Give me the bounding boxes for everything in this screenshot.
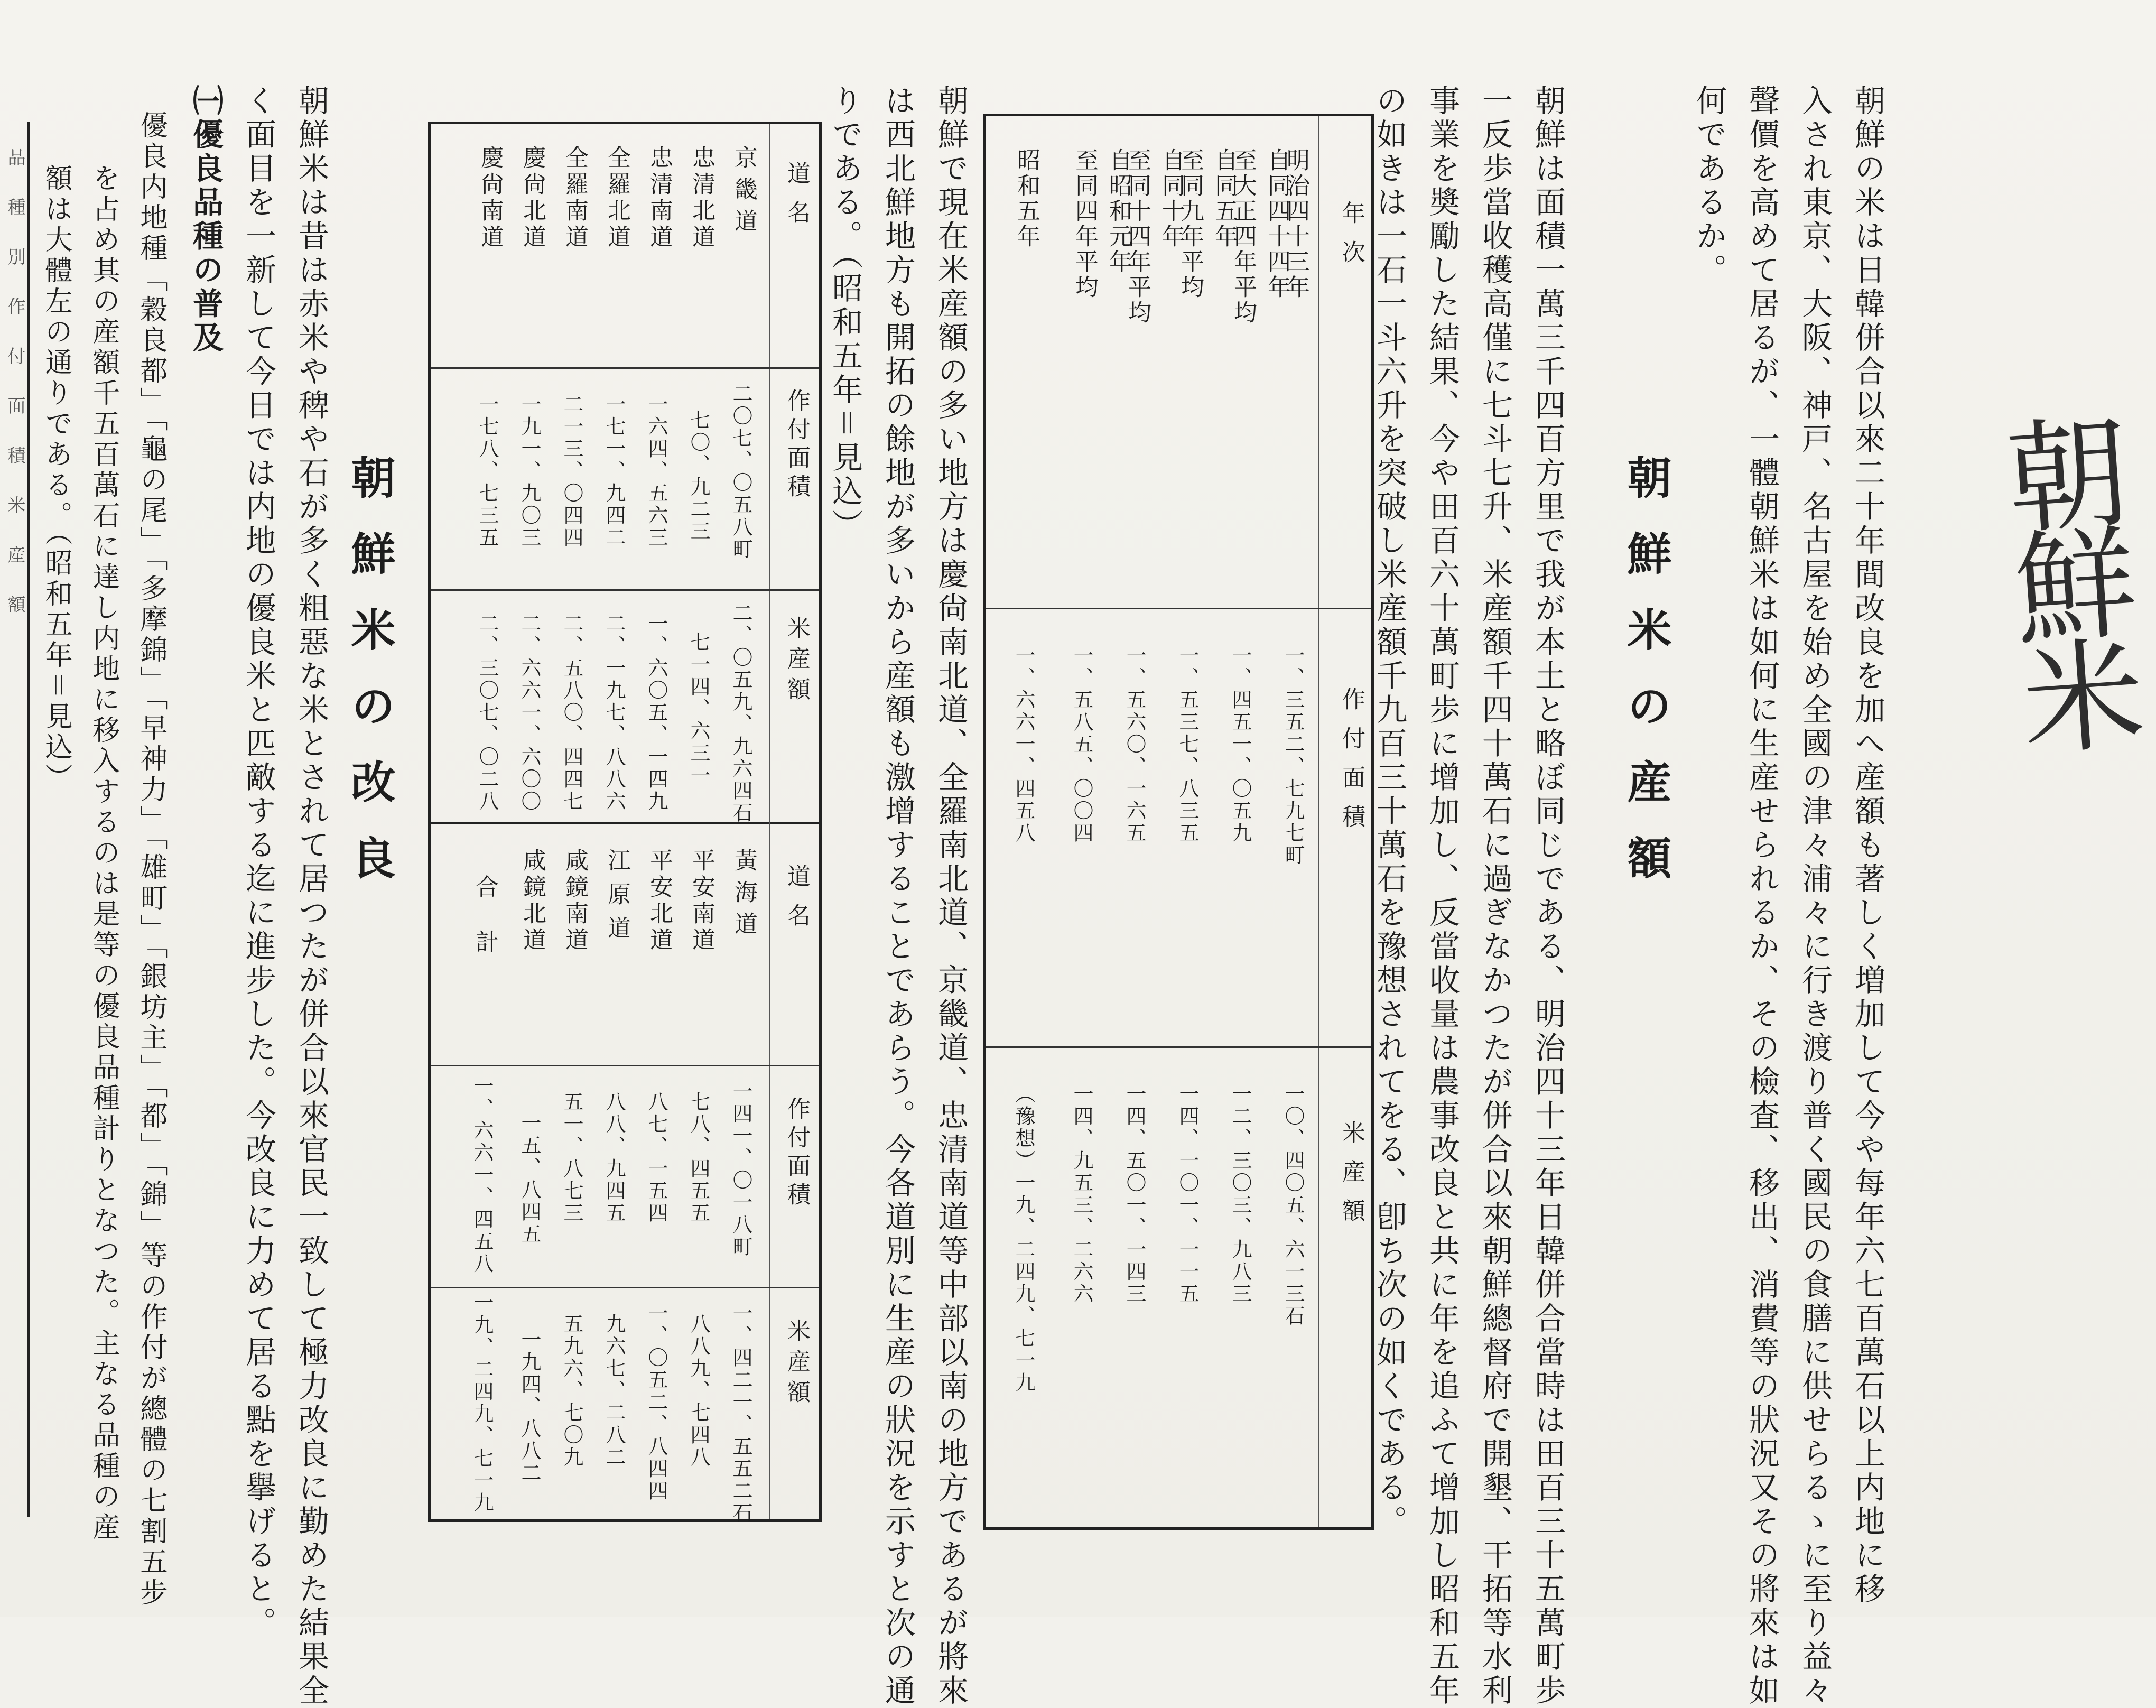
province-area: 二〇七、〇五八町 [729, 383, 752, 561]
province-name: 黃海道 [730, 848, 757, 943]
table1-row6-year: 昭和五年 [1013, 148, 1040, 249]
table2-bottom-rice-divider [431, 1287, 819, 1288]
section1b-line-3: りである。（昭和五年＝見込） [827, 85, 863, 543]
section1-line-4: の如きは一石一斗六升を突破し米産額千九百三十萬石を豫想されてをる、卽ち次の如くである。 [1371, 85, 1407, 1539]
table1-row1-year: 明治四十三年 [1283, 148, 1309, 300]
province-rice: 二、一九七、八八六 [602, 613, 626, 813]
intro-line-4: 何であるか。 [1691, 85, 1727, 287]
section-heading-rice-improvement: 朝鮮米の改良 [344, 454, 396, 911]
table2-header-area-top: 作付面積 [783, 388, 810, 503]
province-area: 八七、一五四 [645, 1091, 668, 1224]
province-area: 八八、九四五 [602, 1091, 626, 1224]
table1-header-rice: 米産額 [1338, 1120, 1365, 1238]
province-production-table [428, 122, 822, 1525]
table1-row1-area: 一、三五二、七九七町 [1281, 645, 1305, 867]
province-rice: 二、〇五九、九六四石 [729, 602, 752, 824]
province-total-label: 合計 [471, 875, 498, 985]
table2-header-rice-top: 米産額 [783, 616, 810, 708]
province-name: 忠清南道 [646, 145, 673, 251]
table1-row3-rice: 一四、一〇一、一一五 [1176, 1083, 1199, 1305]
table1-row5-area: 一、五八五、〇〇四 [1070, 645, 1093, 844]
section1-line-1: 朝鮮は面積一萬三千四百方里で我が本土と略ぼ同じである、明治四十三年日韓併合當時は田百三十五萬町歩 [1530, 85, 1566, 1708]
province-area: 一五、八四五 [518, 1112, 541, 1246]
province-area: 七〇、九二三 [687, 410, 710, 543]
province-name: 慶尙南道 [477, 145, 504, 251]
cutoff-table-header-text: 品種別作付面積米産額 [4, 148, 25, 645]
province-name: 全羅北道 [603, 145, 630, 251]
table1-row4-area: 一、五六〇、一六五 [1123, 645, 1146, 844]
province-rice: 九六七、二八二 [602, 1313, 626, 1469]
province-area: 一四一、〇一八町 [729, 1081, 752, 1258]
section1-line-2: 一反歩當收穫高僅に七斗七升、米産額千四十萬石に過ぎなかつたが併合以來朝鮮總督府で開墾、干拓等水利 [1477, 85, 1513, 1708]
table2-bottom-area-divider [431, 1065, 819, 1066]
province-area: 五一、八七三 [560, 1091, 583, 1224]
province-name: 全羅南道 [561, 145, 588, 251]
province-area: 一六四、五六三 [645, 394, 668, 549]
table1-row4-year: 自同十年 至同十四年平均 [1124, 148, 1185, 326]
section1b-line-1: 朝鮮で現在米産額の多い地方は慶尙南北道、全羅南北道、京畿道、忠清南道等中部以南の地方であるが將來 [933, 85, 969, 1708]
province-rice: 五九六、七〇九 [560, 1313, 583, 1469]
table2-top-area-divider [431, 367, 819, 369]
table1-row5-rice: 一四、九五三、二六六 [1070, 1083, 1093, 1305]
province-rice: 一九四、八八二 [518, 1329, 541, 1484]
table1-row3-year: 自同五年 至同九年平均 [1177, 148, 1238, 300]
sub1-line-2: を占め其の産額千五百萬石に達し内地に移入するのは是等の優良品種計りとなつた。主なる品種の産 [88, 164, 119, 1543]
table1-row-divider-1 [986, 608, 1371, 609]
province-name: 平安南道 [688, 848, 715, 954]
table2-header-divider [769, 124, 770, 1519]
table2-header-rice-bottom: 米産額 [783, 1319, 810, 1410]
sub1-line-1: 優良内地種「穀良都」「龜の尾」「多摩錦」「早神力」「雄町」「銀坊主」「都」「錦」等の作付が總體の七割五步 [135, 111, 167, 1609]
section2-line-1: 朝鮮米は昔は赤米や稗や石が多く粗惡な米とされて居つたが併合以來官民一致して極力改良に勤めた結果全 [293, 85, 329, 1708]
province-total-area: 一、六六一、四五八 [470, 1075, 494, 1275]
province-rice: 一、四二一、五五二石 [729, 1303, 752, 1525]
table1-row4-rice: 一四、五〇一、一四三 [1123, 1083, 1146, 1305]
province-name: 京畿道 [730, 145, 757, 240]
section-heading-rice-production: 朝鮮米の産額 [1620, 454, 1672, 911]
province-rice: 二、六六一、六〇〇 [518, 613, 541, 813]
subsection-heading-varieties: ㈠優良品種の普及 [188, 85, 224, 355]
province-area: 二一三、〇四四 [560, 394, 583, 549]
table1-row2-year: 自同四十四年 至大正四年平均 [1230, 148, 1290, 326]
province-area: 七八、四五五 [687, 1091, 710, 1224]
table1-row3-area: 一、五三七、八三五 [1176, 645, 1199, 844]
province-name: 忠清北道 [688, 145, 715, 251]
province-name: 慶尙北道 [519, 145, 546, 251]
intro-line-3: 聲價を高めて居るが、一體朝鮮米は如何に生産せられるか、その檢査、移出、消費等の狀況又その將來は如 [1744, 85, 1780, 1708]
table2-header-name-top: 道名 [783, 161, 810, 239]
table1-row2-rice: 一二、三〇三、九八三 [1229, 1083, 1252, 1305]
table1-row5-year: 自昭和元年 至同四年平均 [1071, 148, 1132, 300]
calligraphy-title: 朝鮮米 [1982, 407, 2146, 750]
province-name: 咸鏡南道 [561, 848, 588, 954]
section1-line-3: 事業を奬勵した結果、今や田百六十萬町歩に增加し、反當收量は農事改良と共に年を追ふて增加し昭和五年 [1424, 85, 1460, 1708]
table1-header-year: 年次 [1338, 201, 1365, 279]
table1-row-divider-2 [986, 1046, 1371, 1048]
table1-row6-rice: （豫想）一九、二四九、七一九 [1012, 1083, 1035, 1394]
table2-header-name-bottom: 道名 [783, 864, 810, 942]
intro-line-2: 入され東京、大阪、神戸、名古屋を始め全國の津々浦々に行き渡り普く國民の食膳に供せらるゝに至り益々 [1797, 85, 1833, 1708]
province-rice: 二、五八〇、四四七 [560, 613, 583, 813]
table1-row2-area: 一、四五一、〇五九 [1229, 645, 1252, 844]
province-rice: 一、六〇五、一四九 [645, 613, 668, 813]
intro-line-1: 朝鮮の米は日韓併合以來二十年間改良を加へ産額も著しく増加して今や每年六七百萬石以上内地に移 [1850, 85, 1885, 1607]
province-name: 平安北道 [646, 848, 673, 954]
province-area: 一九一、九〇三 [518, 394, 541, 549]
province-rice: 八八九、七四八 [687, 1313, 710, 1469]
table1-row6-area: 一、六六一、四五八 [1012, 645, 1035, 844]
province-name: 咸鏡北道 [519, 848, 546, 954]
yearly-production-table [983, 114, 1374, 1530]
province-name: 江原道 [603, 848, 630, 950]
sub1-line-3: 額は大體左の通りである。（昭和五年＝見込） [40, 164, 72, 794]
table1-header-area: 作付面積 [1338, 687, 1365, 843]
table2-header-area-bottom: 作付面積 [783, 1097, 810, 1211]
table2-half-divider [431, 822, 819, 824]
province-total-rice: 一九、二四九、七一九 [470, 1292, 494, 1514]
table1-header-divider [1318, 116, 1319, 1527]
province-area: 一七八、七三五 [476, 394, 499, 549]
province-rice: 二、三〇七、〇二八 [476, 613, 499, 813]
table2-top-rice-divider [431, 589, 819, 591]
province-rice: 七一四、六三一 [687, 632, 710, 787]
province-area: 一七一、九四二 [602, 394, 626, 549]
province-rice: 一、〇五二、八四四 [645, 1303, 668, 1502]
section1b-line-2: は西北鮮地方も開拓の餘地が多いから産額も激增することであらう。今各道別に生産の狀況を示すと次の通 [880, 85, 916, 1708]
table1-row1-rice: 一〇、四〇五、六一三石 [1281, 1083, 1305, 1328]
section2-line-2: く面目を一新して今日では内地の優良米と匹敵する迄に進步した。今改良に力めて居る點を擧げると。 [240, 85, 276, 1640]
